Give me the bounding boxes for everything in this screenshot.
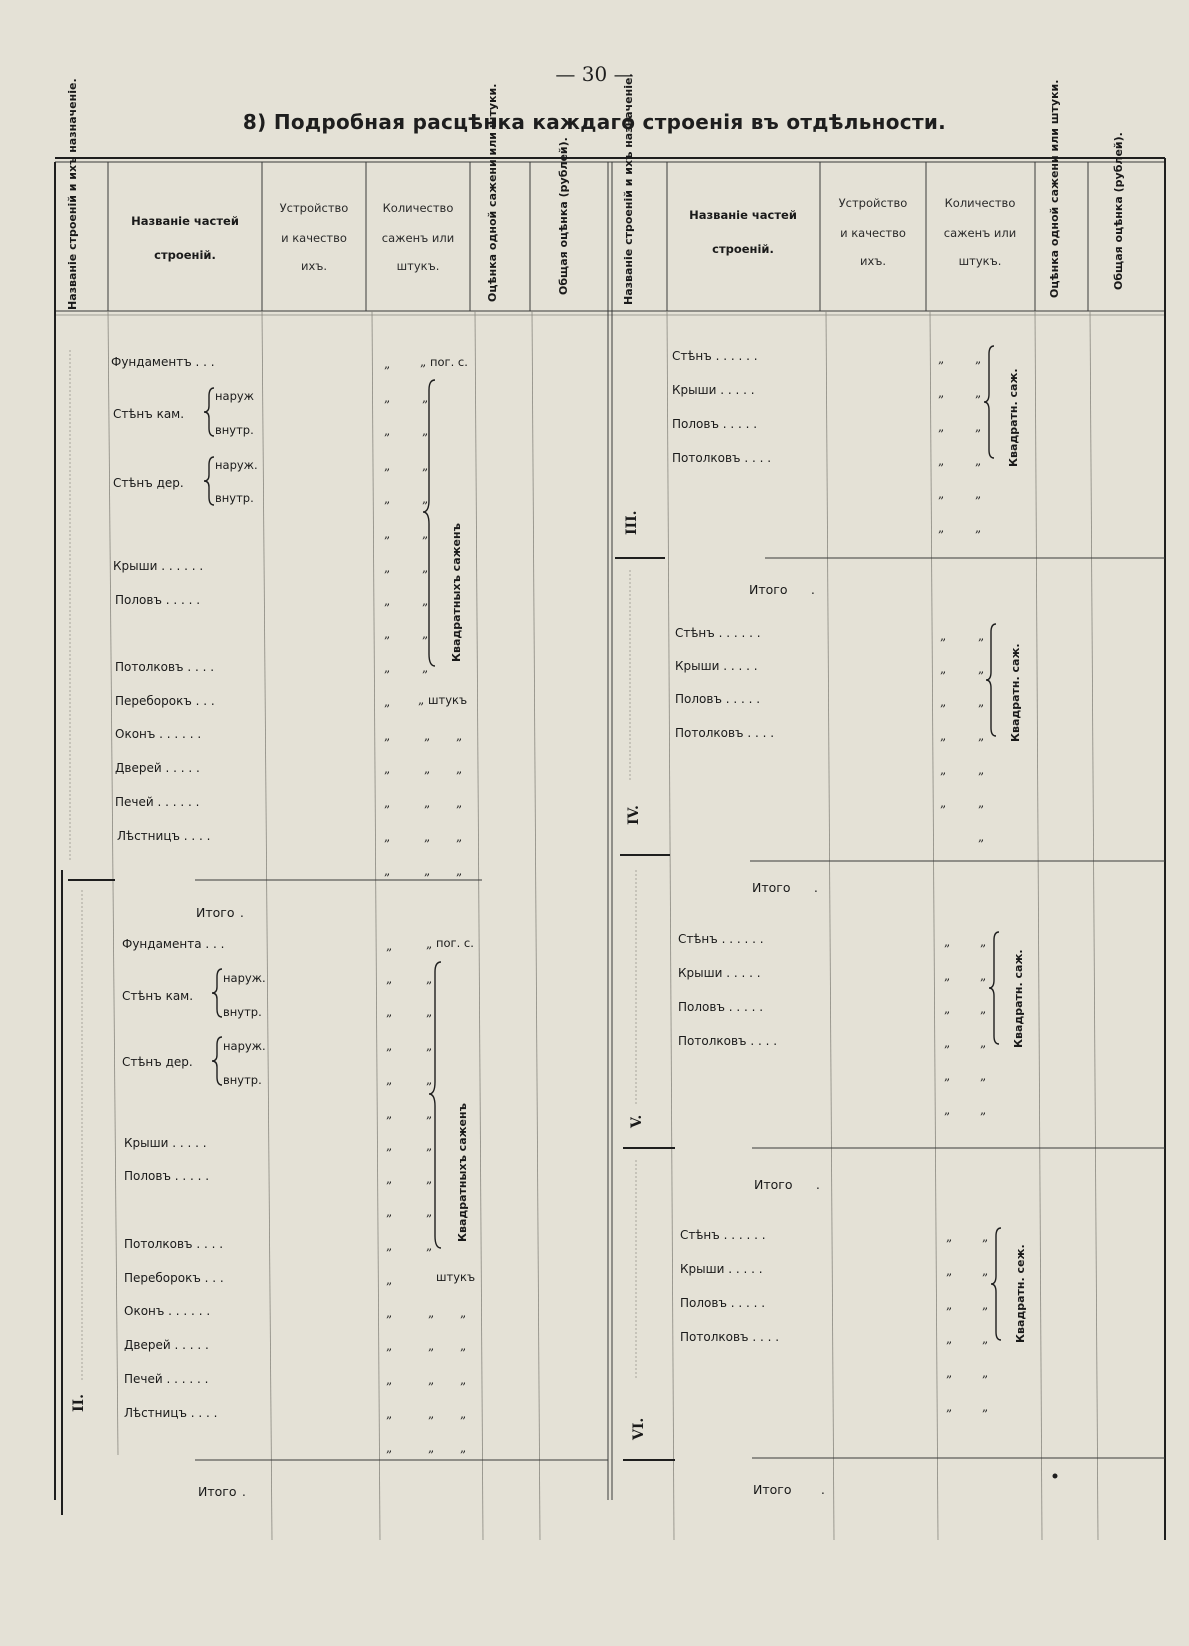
sub-label: внутр. — [223, 1005, 262, 1019]
svg-text:.: . — [821, 1483, 825, 1497]
row-label: Стѣнъ . . . . . . — [678, 932, 764, 946]
row-label: Стѣнъ . . . . . . — [675, 626, 761, 640]
header-unit-price-right: Оцѣнка одной сажени или штуки. — [1048, 79, 1061, 298]
header-device-left-2: и качество — [281, 231, 347, 245]
header-parts-right-2: строеній. — [712, 242, 774, 256]
svg-text:„: „ — [940, 729, 947, 743]
svg-text:„: „ — [978, 796, 985, 810]
svg-text:„: „ — [426, 1107, 433, 1121]
svg-text:„: „ — [426, 1172, 433, 1186]
header-unit-price-left: Оцѣнка одной сажени или штуки. — [486, 83, 499, 302]
svg-text:„: „ — [422, 459, 429, 473]
row-label: Потолковъ . . . . — [115, 660, 215, 674]
svg-text:„: „ — [386, 1407, 393, 1421]
unit-shtuk: штукъ — [436, 1270, 476, 1284]
sub-label: внутр. — [215, 491, 254, 505]
svg-text:„: „ — [982, 1264, 989, 1278]
header-device-right-3: ихъ. — [859, 254, 887, 268]
svg-text:„: „ — [384, 594, 391, 608]
header-qty-left-2: саженъ или — [381, 231, 455, 245]
header-device-left-3: ихъ. — [300, 259, 328, 273]
header-qty-left: Количество — [382, 201, 454, 215]
svg-text:„: „ — [384, 527, 391, 541]
page-number: — 30 — — [555, 62, 634, 86]
svg-text:„: „ — [946, 1264, 953, 1278]
sub-label: внутр. — [223, 1073, 262, 1087]
left-block-1 — [111, 355, 468, 878]
svg-text:„: „ — [426, 1139, 433, 1153]
row-label: Стѣнъ кам. — [113, 407, 185, 421]
svg-text:„: „ — [980, 1103, 987, 1117]
svg-text:„: „ — [460, 1306, 467, 1320]
row-label: Стѣнъ . . . . . . — [672, 349, 758, 363]
row-label: Переборокъ . . . — [124, 1271, 224, 1285]
svg-text:.: . — [814, 881, 818, 895]
header-qty-right-2: саженъ или — [943, 226, 1017, 240]
svg-text:„: „ — [386, 1139, 393, 1153]
svg-text:„: „ — [944, 1069, 951, 1083]
svg-text:„: „ — [428, 1407, 435, 1421]
svg-text:.: . — [811, 583, 815, 597]
row-label: Печей . . . . . . — [124, 1372, 209, 1386]
svg-text:„: „ — [944, 969, 951, 983]
svg-text:„: „ — [982, 1400, 989, 1414]
svg-text:„: „ — [938, 454, 945, 468]
svg-text:„: „ — [422, 391, 429, 405]
svg-text:„: „ — [938, 352, 945, 366]
svg-text:„: „ — [422, 594, 429, 608]
sub-label: внутр. — [215, 423, 254, 437]
row-label: Оконъ . . . . . . — [124, 1304, 211, 1318]
svg-text:„: „ — [940, 629, 947, 643]
row-label: Дверей . . . . . — [115, 761, 200, 775]
svg-text:„: „ — [456, 864, 463, 878]
svg-text:„: „ — [428, 1306, 435, 1320]
vertical-unit: Квадратн. саж. — [1009, 643, 1022, 742]
svg-text:„: „ — [386, 1205, 393, 1219]
svg-text:„: „ — [422, 492, 429, 506]
svg-text:„: „ — [944, 1002, 951, 1016]
svg-text:„: „ — [420, 355, 427, 369]
svg-text:„: „ — [424, 796, 431, 810]
row-label: Половъ . . . . . — [680, 1296, 766, 1310]
row-label: Фундамента . . . — [122, 937, 225, 951]
itogo-label: Итого — [753, 1482, 792, 1497]
svg-text:„: „ — [386, 939, 393, 953]
svg-text:„: „ — [386, 1306, 393, 1320]
building-numeral: III. — [624, 510, 640, 535]
header-qty-left-3: штукъ. — [396, 259, 440, 273]
svg-text:„: „ — [944, 1103, 951, 1117]
svg-text:„: „ — [422, 627, 429, 641]
row-label: Переборокъ . . . — [115, 694, 215, 708]
svg-text:„: „ — [386, 1172, 393, 1186]
svg-text:„: „ — [384, 561, 391, 575]
svg-text:„: „ — [418, 693, 425, 707]
svg-text:„: „ — [422, 424, 429, 438]
building-numeral: IV. — [626, 805, 642, 825]
svg-text:.: . — [816, 1178, 820, 1192]
svg-text:„: „ — [386, 1273, 393, 1287]
svg-text:„: „ — [426, 1239, 433, 1253]
row-label: Печей . . . . . . — [115, 795, 200, 809]
building-numeral: VI. — [631, 1417, 647, 1440]
svg-text:„: „ — [978, 629, 985, 643]
row-label: Половъ . . . . . — [678, 1000, 764, 1014]
svg-text:„: „ — [975, 521, 982, 535]
row-label: Потолковъ . . . . — [672, 451, 772, 465]
header-qty-right-3: штукъ. — [958, 254, 1002, 268]
header-device-right-2: и качество — [840, 226, 906, 240]
row-label: Лѣстницъ . . . . — [117, 829, 211, 843]
svg-text:„: „ — [386, 1339, 393, 1353]
svg-text:„: „ — [456, 830, 463, 844]
unit-pog: пог. с. — [430, 355, 468, 369]
svg-text:„: „ — [424, 864, 431, 878]
svg-text:.: . — [240, 906, 244, 920]
svg-text:„: „ — [946, 1366, 953, 1380]
header-parts-left-2: строеній. — [154, 248, 216, 262]
svg-text:„: „ — [384, 627, 391, 641]
svg-text:„: „ — [386, 1239, 393, 1253]
svg-text:„: „ — [980, 1069, 987, 1083]
svg-text:„: „ — [424, 762, 431, 776]
svg-text:„: „ — [978, 763, 985, 777]
itogo-label: Итого — [754, 1177, 793, 1192]
svg-text:„: „ — [938, 386, 945, 400]
header-total-left: Общая оцѣнка (рублей). — [557, 137, 570, 295]
right-block-5 — [629, 880, 1025, 1129]
svg-text:„: „ — [426, 1005, 433, 1019]
svg-text:„: „ — [975, 454, 982, 468]
row-label: Крыши . . . . . — [675, 659, 758, 673]
row-label: Крыши . . . . . — [672, 383, 755, 397]
svg-text:„: „ — [978, 830, 985, 844]
building-numeral: V. — [629, 1114, 645, 1128]
svg-text:„: „ — [980, 935, 987, 949]
svg-text:„: „ — [386, 1441, 393, 1455]
itogo-label: Итого — [752, 880, 791, 895]
svg-text:„: „ — [422, 527, 429, 541]
svg-text:„: „ — [946, 1298, 953, 1312]
svg-text:„: „ — [938, 420, 945, 434]
svg-text:„: „ — [384, 729, 391, 743]
svg-text:„: „ — [460, 1373, 467, 1387]
svg-text:„: „ — [940, 796, 947, 810]
svg-text:„: „ — [426, 937, 433, 951]
svg-text:„: „ — [384, 796, 391, 810]
row-label: Половъ . . . . . — [115, 593, 201, 607]
row-label: Лѣстницъ . . . . — [124, 1406, 218, 1420]
svg-text:„: „ — [424, 729, 431, 743]
svg-text:„: „ — [386, 1039, 393, 1053]
header-device-left: Устройство — [279, 201, 349, 215]
svg-text:„: „ — [978, 662, 985, 676]
svg-text:„: „ — [424, 830, 431, 844]
row-label: Крыши . . . . . — [678, 966, 761, 980]
svg-text:„: „ — [460, 1407, 467, 1421]
svg-text:„: „ — [428, 1339, 435, 1353]
vertical-unit: Квадратн. саж. — [1012, 949, 1025, 1048]
svg-text:„: „ — [426, 972, 433, 986]
svg-text:„: „ — [428, 1373, 435, 1387]
header-building-right: Названіе строеній и ихъ назначеніе. — [622, 73, 635, 305]
row-label: Фундаментъ . . . — [111, 355, 215, 369]
sub-label: наруж — [215, 389, 255, 403]
svg-text:„: „ — [422, 561, 429, 575]
svg-text:„: „ — [946, 1400, 953, 1414]
svg-text:„: „ — [940, 662, 947, 676]
row-label: Половъ . . . . . — [672, 417, 758, 431]
svg-text:„: „ — [938, 521, 945, 535]
svg-text:„: „ — [978, 729, 985, 743]
row-label: Крыши . . . . . — [680, 1262, 763, 1276]
header-building-left: Названіе строеній и ихъ назначеніе. — [66, 78, 79, 310]
svg-text:„: „ — [980, 1002, 987, 1016]
row-label: Крыши . . . . . — [124, 1136, 207, 1150]
vertical-unit: Квадратныхъ саженъ — [450, 523, 463, 662]
svg-text:„: „ — [384, 830, 391, 844]
row-label: Стѣнъ дер. — [113, 476, 184, 490]
left-block-2 — [71, 905, 475, 1499]
svg-text:.: . — [242, 1485, 246, 1499]
page-title: 8) Подробная расцѣнка каждаго строенія въ отдѣльности. — [242, 110, 947, 134]
svg-text:„: „ — [426, 1039, 433, 1053]
header-qty-right: Количество — [944, 196, 1016, 210]
unit-shtuk: штукъ — [428, 693, 468, 707]
svg-text:„: „ — [940, 695, 947, 709]
svg-text:„: „ — [975, 386, 982, 400]
svg-text:„: „ — [938, 487, 945, 501]
row-label: Стѣнъ кам. — [122, 989, 194, 1003]
svg-text:„: „ — [975, 487, 982, 501]
building-numeral: II. — [71, 1394, 87, 1412]
svg-text:„: „ — [384, 661, 391, 675]
row-label: Стѣнъ . . . . . . — [680, 1228, 766, 1242]
svg-text:„: „ — [386, 1005, 393, 1019]
svg-text:„: „ — [386, 972, 393, 986]
svg-text:„: „ — [980, 1036, 987, 1050]
svg-text:„: „ — [384, 357, 391, 371]
sub-label: наруж. — [215, 458, 258, 472]
row-label: Потолковъ . . . . — [124, 1237, 224, 1251]
header-total-right: Общая оцѣнка (рублей). — [1112, 132, 1125, 290]
row-label: Оконъ . . . . . . — [115, 727, 202, 741]
table-rules — [55, 158, 1165, 1540]
row-label: Дверей . . . . . — [124, 1338, 209, 1352]
svg-text:„: „ — [946, 1230, 953, 1244]
svg-text:„: „ — [384, 492, 391, 506]
svg-text:„: „ — [980, 969, 987, 983]
header-parts-right: Названіе частей — [689, 208, 797, 222]
vertical-unit: Квадратныхъ саженъ — [456, 1103, 469, 1242]
svg-text:„: „ — [386, 1073, 393, 1087]
right-block-4 — [626, 582, 1022, 844]
unit-pog: пог. с. — [436, 936, 474, 950]
svg-text:„: „ — [982, 1366, 989, 1380]
row-label: Потолковъ . . . . — [680, 1330, 780, 1344]
right-block-6 — [631, 1177, 1058, 1497]
sub-label: наруж. — [223, 971, 266, 985]
header-parts-left: Названіе частей — [131, 214, 239, 228]
svg-text:„: „ — [975, 352, 982, 366]
row-label: Половъ . . . . . — [675, 692, 761, 706]
svg-text:„: „ — [982, 1298, 989, 1312]
svg-text:„: „ — [982, 1230, 989, 1244]
svg-text:„: „ — [944, 1036, 951, 1050]
itogo-label: Итого — [196, 905, 235, 920]
svg-text:„: „ — [426, 1205, 433, 1219]
svg-text:„: „ — [428, 1441, 435, 1455]
svg-text:„: „ — [460, 1441, 467, 1455]
svg-text:„: „ — [456, 762, 463, 776]
svg-text:„: „ — [384, 391, 391, 405]
vertical-unit: Квадратн. сеж. — [1014, 1244, 1027, 1343]
right-block-3 — [624, 346, 1020, 535]
row-label: Крыши . . . . . . — [113, 559, 204, 573]
svg-text:„: „ — [460, 1339, 467, 1353]
itogo-label: Итого — [749, 582, 788, 597]
row-label: Половъ . . . . . — [124, 1169, 210, 1183]
svg-text:„: „ — [975, 420, 982, 434]
svg-text:„: „ — [384, 695, 391, 709]
row-label: Потолковъ . . . . — [675, 726, 775, 740]
svg-text:„: „ — [384, 762, 391, 776]
svg-text:„: „ — [982, 1332, 989, 1346]
row-label: Потолковъ . . . . — [678, 1034, 778, 1048]
row-label: Стѣнъ дер. — [122, 1055, 193, 1069]
svg-text:„: „ — [386, 1373, 393, 1387]
svg-text:„: „ — [456, 729, 463, 743]
column-headers — [66, 73, 1125, 310]
svg-text:„: „ — [946, 1332, 953, 1346]
svg-text:„: „ — [384, 864, 391, 878]
svg-text:„: „ — [944, 935, 951, 949]
svg-text:„: „ — [422, 661, 429, 675]
svg-text:„: „ — [384, 459, 391, 473]
header-device-right: Устройство — [838, 196, 908, 210]
svg-text:„: „ — [386, 1107, 393, 1121]
svg-text:„: „ — [978, 695, 985, 709]
sub-label: наруж. — [223, 1039, 266, 1053]
svg-text:„: „ — [426, 1073, 433, 1087]
svg-text:„: „ — [456, 796, 463, 810]
itogo-label: Итого — [198, 1484, 237, 1499]
vertical-unit: Квадратн. саж. — [1007, 368, 1020, 467]
svg-text:„: „ — [384, 424, 391, 438]
svg-text:„: „ — [940, 763, 947, 777]
